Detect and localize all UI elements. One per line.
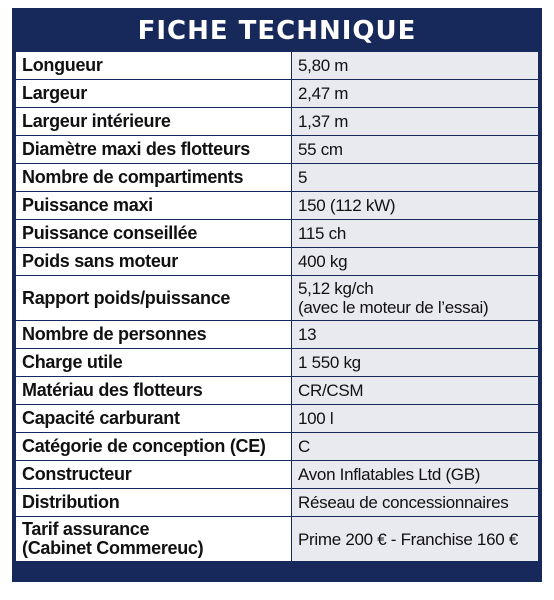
spec-label: Distribution [16, 489, 292, 517]
spec-label-note: (Cabinet Commereuc) [22, 538, 204, 558]
spec-label-line: Tarif assurance [22, 519, 150, 539]
spec-row-poids [16, 248, 539, 276]
spec-row-puissance-maxi [16, 192, 539, 220]
spec-value: Réseau de concessionnaires [292, 489, 539, 517]
spec-label: Catégorie de conception (CE) [16, 433, 292, 461]
spec-row-distribution [16, 489, 539, 517]
spec-sheet [12, 8, 542, 582]
spec-label: Poids sans moteur [16, 248, 292, 276]
spec-label: Rapport poids/puissance [16, 276, 292, 321]
spec-value: Avon Inflatables Ltd (GB) [292, 461, 539, 489]
spec-row-tarif-assurance [16, 517, 539, 562]
spec-row-categorie [16, 433, 539, 461]
spec-value: 1,37 m [292, 108, 539, 136]
spec-label: Nombre de compartiments [16, 164, 292, 192]
sheet-title: FICHE TECHNIQUE [137, 16, 417, 46]
spec-label: Capacité carburant [16, 405, 292, 433]
spec-value: 150 (112 kW) [292, 192, 539, 220]
spec-value [292, 276, 539, 321]
spec-label: Constructeur [16, 461, 292, 489]
spec-label: Puissance conseillée [16, 220, 292, 248]
spec-value-line: 5,12 kg/ch [298, 279, 374, 298]
spec-row-largeur [16, 80, 539, 108]
spec-row-constructeur [16, 461, 539, 489]
spec-row-carburant [16, 405, 539, 433]
spec-label: Longueur [16, 52, 292, 80]
spec-value: C [292, 433, 539, 461]
spec-value-note: (avec le moteur de l’essai) [298, 298, 489, 317]
spec-value: 115 ch [292, 220, 539, 248]
spec-label: Diamètre maxi des flotteurs [16, 136, 292, 164]
spec-value: CR/CSM [292, 377, 539, 405]
spec-table [15, 51, 539, 562]
spec-value: 5,80 m [292, 52, 539, 80]
spec-label: Charge utile [16, 349, 292, 377]
spec-value: 5 [292, 164, 539, 192]
spec-row-diametre-flotteurs [16, 136, 539, 164]
spec-value: 2,47 m [292, 80, 539, 108]
spec-value: 55 cm [292, 136, 539, 164]
spec-value: 1 550 kg [292, 349, 539, 377]
spec-row-puissance-conseillee [16, 220, 539, 248]
spec-label: Puissance maxi [16, 192, 292, 220]
spec-value: Prime 200 € - Franchise 160 € [292, 517, 539, 562]
spec-row-personnes [16, 321, 539, 349]
spec-label: Nombre de personnes [16, 321, 292, 349]
spec-row-longueur [16, 52, 539, 80]
spec-value: 13 [292, 321, 539, 349]
spec-value: 400 kg [292, 248, 539, 276]
spec-row-materiau [16, 377, 539, 405]
spec-label [16, 517, 292, 562]
spec-row-largeur-interieure [16, 108, 539, 136]
spec-row-rapport-poids-puissance [16, 276, 539, 321]
spec-value: 100 l [292, 405, 539, 433]
spec-label: Largeur intérieure [16, 108, 292, 136]
spec-label: Largeur [16, 80, 292, 108]
spec-row-compartiments [16, 164, 539, 192]
spec-row-charge-utile [16, 349, 539, 377]
spec-label: Matériau des flotteurs [16, 377, 292, 405]
